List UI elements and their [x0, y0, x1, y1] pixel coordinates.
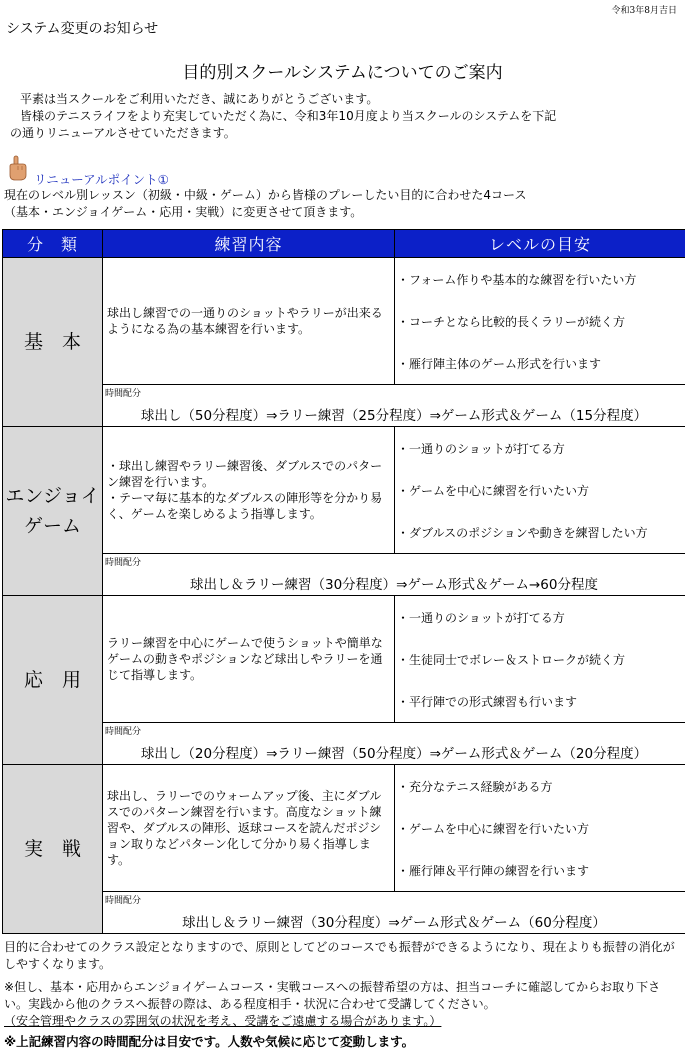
time-label: 時間配分: [105, 896, 142, 906]
page-title: 目的別スクールシステムについてのご案内: [182, 63, 503, 83]
level-cell: [395, 258, 685, 385]
category-label: 応 用: [23, 669, 81, 691]
level-item: ・一通りのショットが打てる方: [397, 441, 565, 456]
level-cell: [395, 765, 685, 892]
time-cell: [103, 892, 685, 934]
note-line: （安全管理やクラスの雰囲気の状況を考え、受講をご遠慮する場合があります。）: [4, 1014, 442, 1028]
pointing-hand-icon: [6, 155, 28, 181]
time-cell: [103, 385, 685, 427]
renewal-point-line: （基本・エンジョイゲーム・応用・実戦）に変更させて頂きます。: [4, 205, 363, 219]
time-row: [3, 723, 685, 765]
time-cell: [103, 723, 685, 765]
category-cell: [3, 258, 103, 427]
time-label: 時間配分: [105, 389, 142, 399]
content-cell: ラリー練習を中心にゲームで使うショットや簡単なゲームの動きやポジションなど球出しやラリーを通じて指導します。: [103, 596, 395, 723]
intro-line: の通りリニューアルさせていただきます。: [10, 126, 236, 140]
level-item: ・ゲームを中心に練習を行いたい方: [397, 483, 590, 498]
time-row: [3, 554, 685, 596]
content-cell: ・球出し練習やラリー練習後、ダブルスでのパターン練習を行います。 ・テーマ毎に基本的なダブルスの陣形等を分かり易く、ゲームを楽しめるよう指導します。: [103, 427, 395, 554]
note-line: ※但し、基本・応用からエンジョイゲームコース・実戦コースへの振替希望の方は、担当コーチに確認してからお取り下さい。実践から他のクラスへ振替の際は、ある程度相手・状況に合わせて受講してください。: [4, 980, 661, 1011]
issue-date: 令和3年8月吉日: [611, 6, 677, 16]
category-label: ゲーム: [23, 515, 81, 537]
note-line: ※上記練習内容の時間配分は目安です。人数や気候に応じて変動します。: [4, 1034, 415, 1049]
header-category: 分 類: [3, 230, 103, 258]
time-label: 時間配分: [105, 558, 142, 568]
renewal-point-text: [4, 187, 644, 221]
time-allocation: 球出し＆ラリー練習（30分程度）⇒ゲーム形式＆ゲーム→60分程度: [190, 577, 598, 593]
course-table: [2, 229, 685, 934]
time-allocation: 球出し＆ラリー練習（30分程度）⇒ゲーム形式＆ゲーム（60分程度）: [182, 915, 606, 931]
level-cell: [395, 427, 685, 554]
level-item: ・ダブルスのポジションや動きを練習したい方: [397, 525, 648, 540]
category-label: 基 本: [23, 331, 81, 353]
level-item: ・平行陣での形式練習も行います: [397, 694, 578, 709]
level-item: ・ゲームを中心に練習を行いたい方: [397, 821, 590, 836]
renewal-point-label: リニューアルポイント①: [34, 172, 169, 187]
note-line: 目的に合わせてのクラス設定となりますので、原則としてどのコースでも振替ができるようになり、現在よりも振替の消化がしやすくなります。: [4, 940, 675, 971]
level-item: ・生徒同士でボレー＆ストロークが続く方: [397, 652, 626, 667]
table-header-row: [3, 230, 685, 258]
level-cell: [395, 596, 685, 723]
table-row: [3, 765, 685, 892]
category-label: エンジョイ: [5, 485, 100, 507]
time-allocation: 球出し（50分程度）⇒ラリー練習（25分程度）⇒ゲーム形式＆ゲーム（15分程度）: [140, 408, 648, 424]
category-label: 実 戦: [23, 838, 81, 860]
content-cell: 球出し練習での一通りのショットやラリーが出来るようになる為の基本練習を行います。: [103, 258, 395, 385]
time-allocation: 球出し（20分程度）⇒ラリー練習（50分程度）⇒ゲーム形式＆ゲーム（20分程度）: [140, 746, 648, 762]
intro-line: 皆様のテニスライフをより充実していただく為に、令和3年10月度より当スクールのシステムを下記: [20, 109, 557, 123]
content-cell: 球出し、ラリーでのウォームアップ後、主にダブルスでのパターン練習を行います。高度なショット練習や、ダブルスの陣形、返球コースを読んだポジション取りなどパターン化して分かり易く指導します。: [103, 765, 395, 892]
table-row: [3, 596, 685, 723]
level-item: ・コーチとなら比較的長くラリーが続く方: [397, 314, 626, 329]
footnotes: [4, 939, 680, 1050]
category-cell: [3, 427, 103, 596]
renewal-point-line: 現在のレベル別レッスン（初級・中級・ゲーム）から皆様のプレーしたい目的に合わせた4コース: [4, 188, 527, 202]
table-row: [3, 427, 685, 554]
category-cell: [3, 765, 103, 934]
time-row: [3, 892, 685, 934]
time-row: [3, 385, 685, 427]
level-item: ・一通りのショットが打てる方: [397, 610, 565, 625]
level-item: ・雁行陣主体のゲーム形式を行います: [397, 356, 602, 371]
time-cell: [103, 554, 685, 596]
time-label: 時間配分: [105, 727, 142, 737]
intro-line: 平素は当スクールをご利用いただき、誠にありがとうございます。: [20, 92, 379, 106]
header-level: レベルの目安: [395, 230, 685, 258]
level-item: ・フォーム作りや基本的な練習を行いたい方: [397, 272, 637, 287]
header-content: 練習内容: [103, 230, 395, 258]
table-row: [3, 258, 685, 385]
intro-text: [10, 91, 650, 142]
notice-title: システム変更のお知らせ: [6, 21, 159, 37]
level-item: ・充分なテニス経験がある方: [397, 779, 553, 794]
category-cell: [3, 596, 103, 765]
level-item: ・雁行陣＆平行陣の練習を行います: [397, 863, 590, 878]
